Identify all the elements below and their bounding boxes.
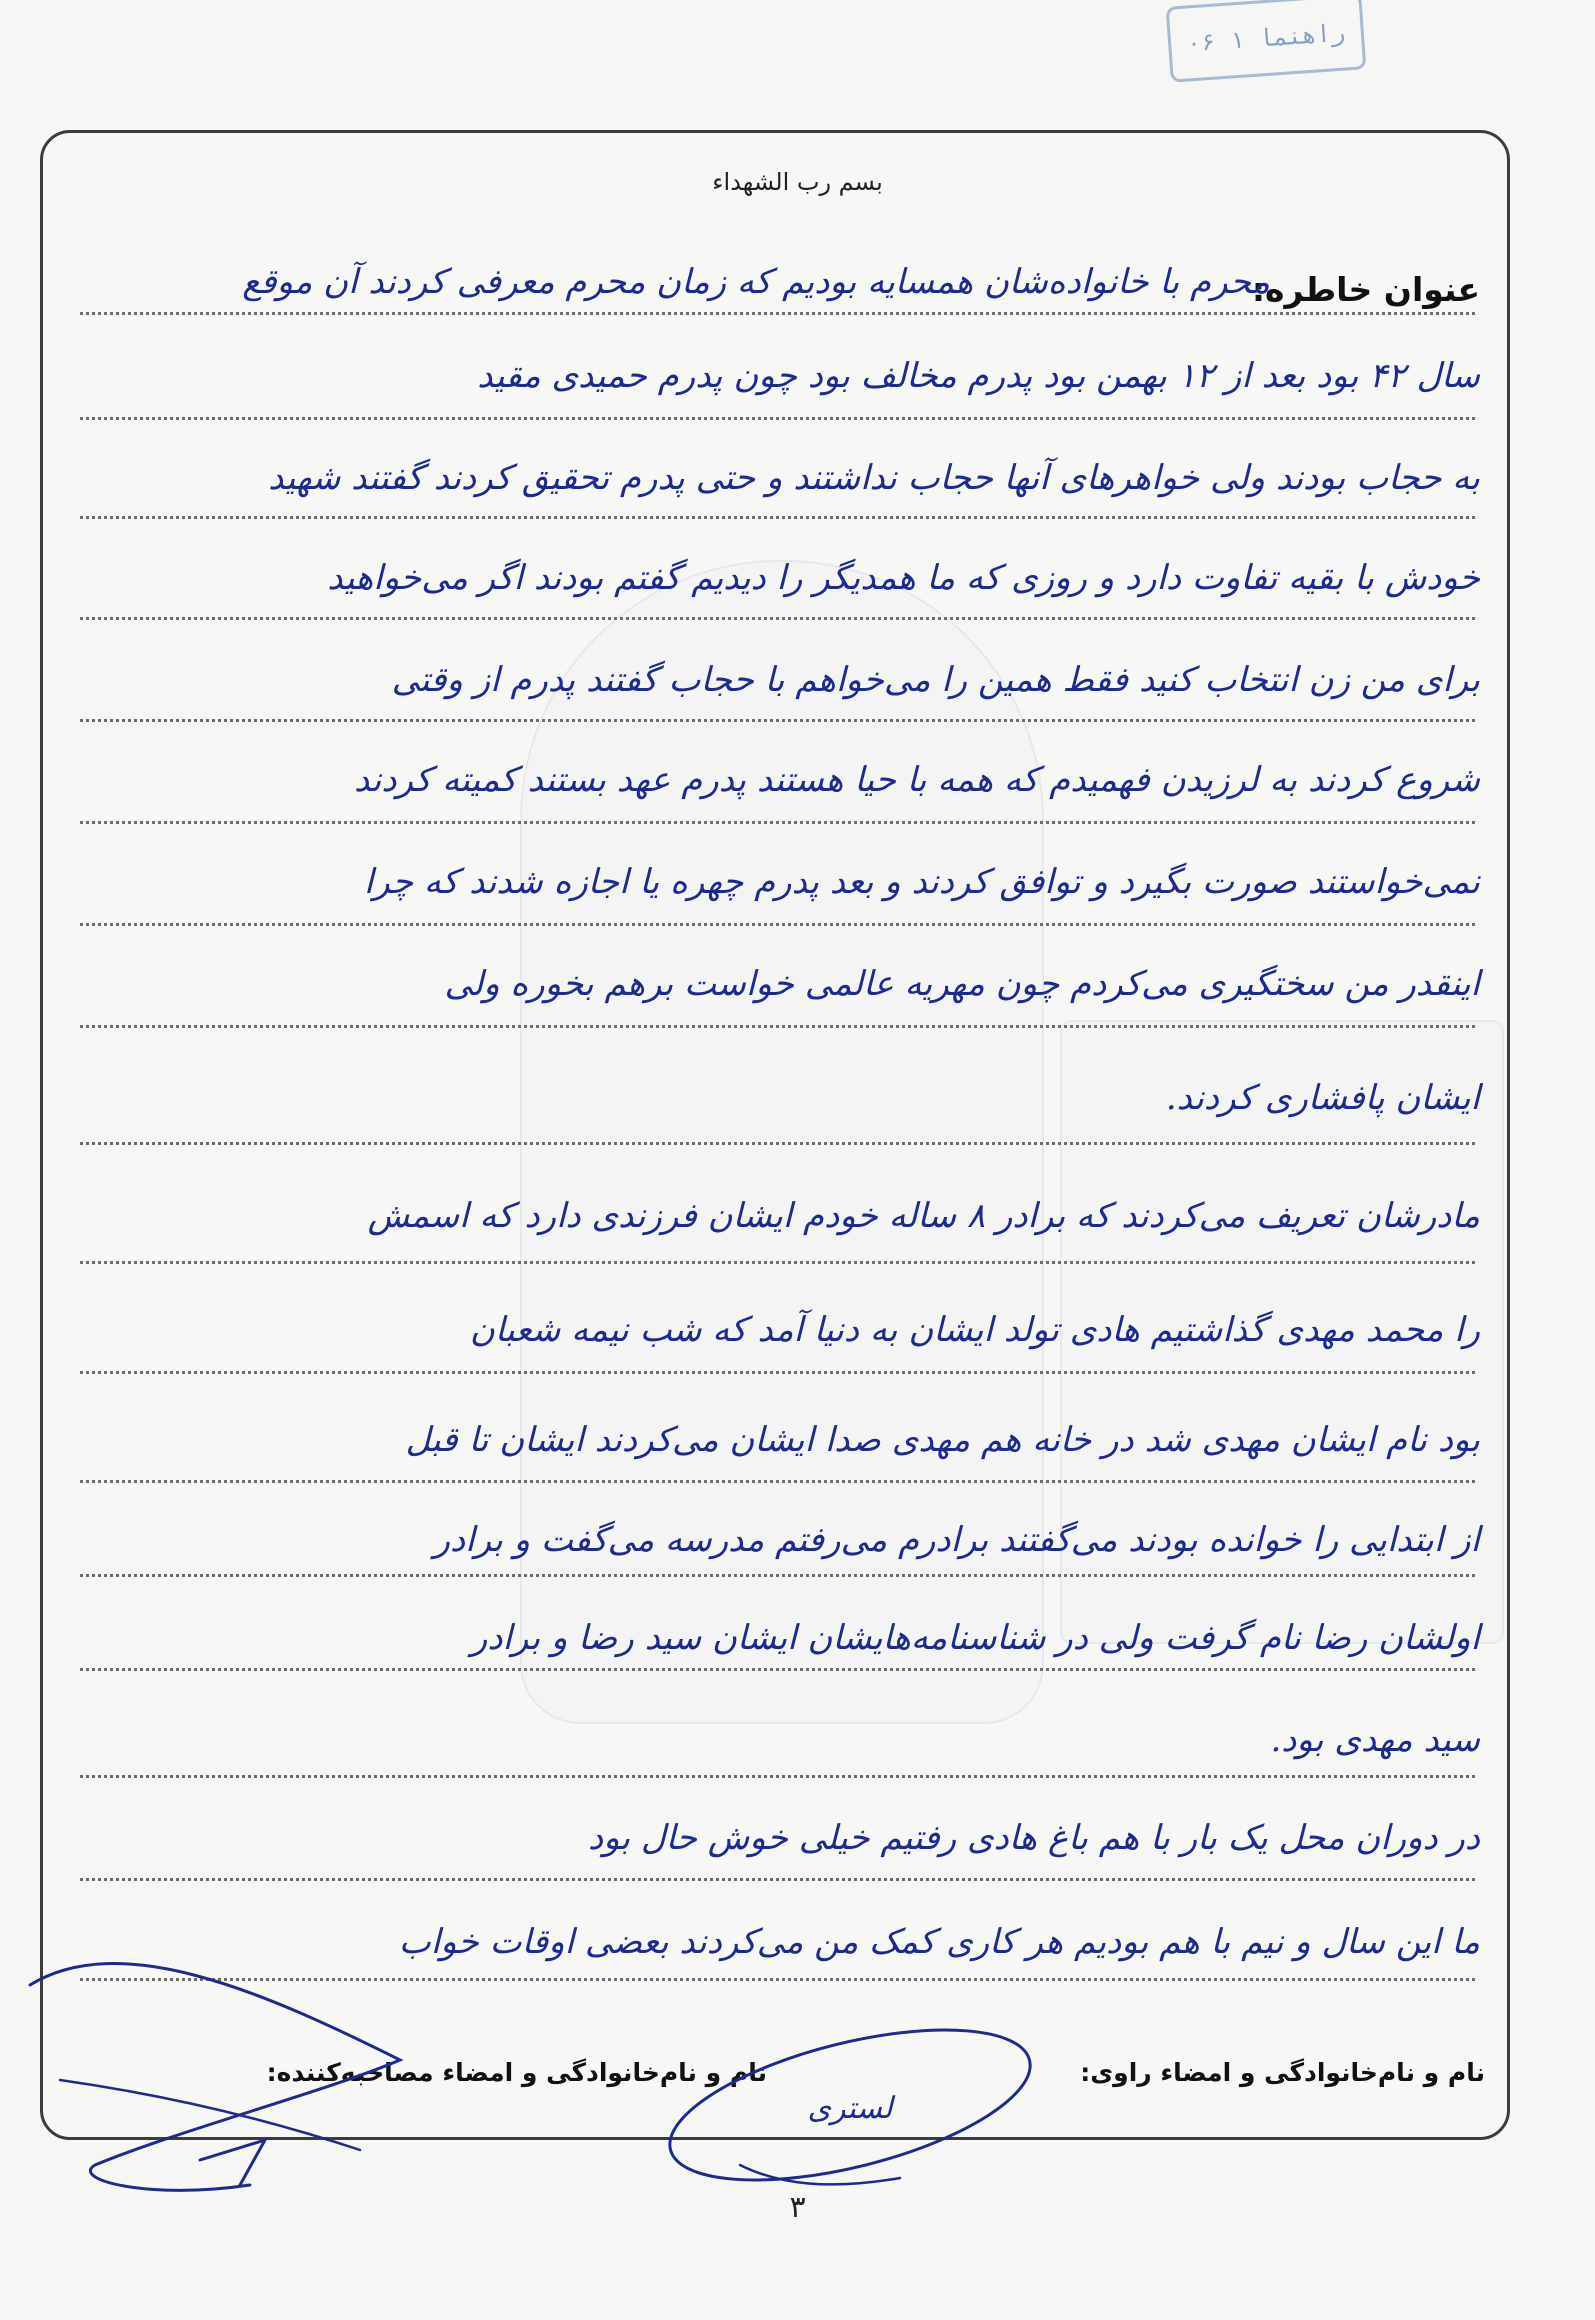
memoir-line: از ابتدایی را خوانده بودند می‌گفتند برادرم می‌رفتم مدرسه می‌گفت و برادر xyxy=(433,1520,1480,1560)
interviewer-signature-text: لسترى xyxy=(807,2091,893,2126)
memoir-line: اولشان رضا نام گرفت ولی در شناسنامه‌هایشان ایشان سید رضا و برادر xyxy=(470,1618,1480,1658)
memoir-line: اینقدر من سختگیری می‌کردم چون مهریه عالمی خواست برهم بخوره ولی xyxy=(444,964,1480,1004)
memoir-line: به حجاب بودند ولی خواهرهای آنها حجاب نداشتند و حتی پدرم تحقیق کردند گفتند شهید xyxy=(268,458,1480,498)
memoir-line: شروع کردند به لرزیدن فهمیدم که همه با حیا هستند پدرم عهد بستند کمیته کردند xyxy=(354,760,1480,800)
bismillah-header: بسم رب الشهداء xyxy=(712,168,883,196)
memoir-title-handwriting: محرم با خانواده‌شان همسایه بودیم که زمان محرم معرفی کردند آن موقع xyxy=(242,262,1270,302)
interviewer-signature-label: نام و نام‌خانوادگی و امضاء مصاحبه‌کننده: xyxy=(266,2058,767,2087)
memoir-line: نمی‌خواستند صورت بگیرد و توافق کردند و بعد پدرم چهره یا اجازه شدند که چرا xyxy=(363,862,1480,902)
narrator-signature-mark xyxy=(30,1964,400,2191)
narrator-signature-label: نام و نام‌خانوادگی و امضاء راوی: xyxy=(1080,2058,1485,2087)
memoir-line: خودش با بقیه تفاوت دارد و روزی که ما همدیگر را دیدیم گفتم بودند اگر می‌خواهید xyxy=(327,558,1480,598)
memoir-line: ایشان پافشاری کردند. xyxy=(1165,1078,1480,1118)
memoir-line: برای من زن انتخاب کنید فقط همین را می‌خواهم با حجاب گفتند پدرم از وقتی xyxy=(391,660,1480,700)
memoir-line: مادرشان تعریف می‌کردند که برادر ۸ ساله خودم ایشان فرزندی دارد که اسمش xyxy=(367,1196,1480,1236)
memoir-line: بود نام ایشان مهدی شد در خانه هم مهدی صدا ایشان می‌کردند ایشان تا قبل xyxy=(405,1420,1480,1460)
archive-stamp-text: ۰۶ راهنما ۱ xyxy=(1185,18,1347,58)
memoir-line: سید مهدی بود. xyxy=(1270,1720,1480,1760)
memoir-line: در دوران محل یک بار با هم باغ هادی رفتیم خیلی خوش حال بود xyxy=(587,1818,1480,1858)
memoir-line: را محمد مهدی گذاشتیم هادی تولد ایشان به دنیا آمد که شب نیمه شعبان xyxy=(469,1310,1480,1350)
memoir-line: سال ۴۲ بود بعد از ۱۲ بهمن بود پدرم مخالف بود چون پدرم حمیدی مقید xyxy=(477,356,1480,396)
memoir-title-label: عنوان خاطره: xyxy=(1251,270,1480,309)
page-number: ۳ xyxy=(789,2190,806,2225)
memoir-line: ما این سال و نیم با هم بودیم هر کاری کمک من می‌کردند بعضی اوقات خواب xyxy=(398,1922,1480,1962)
